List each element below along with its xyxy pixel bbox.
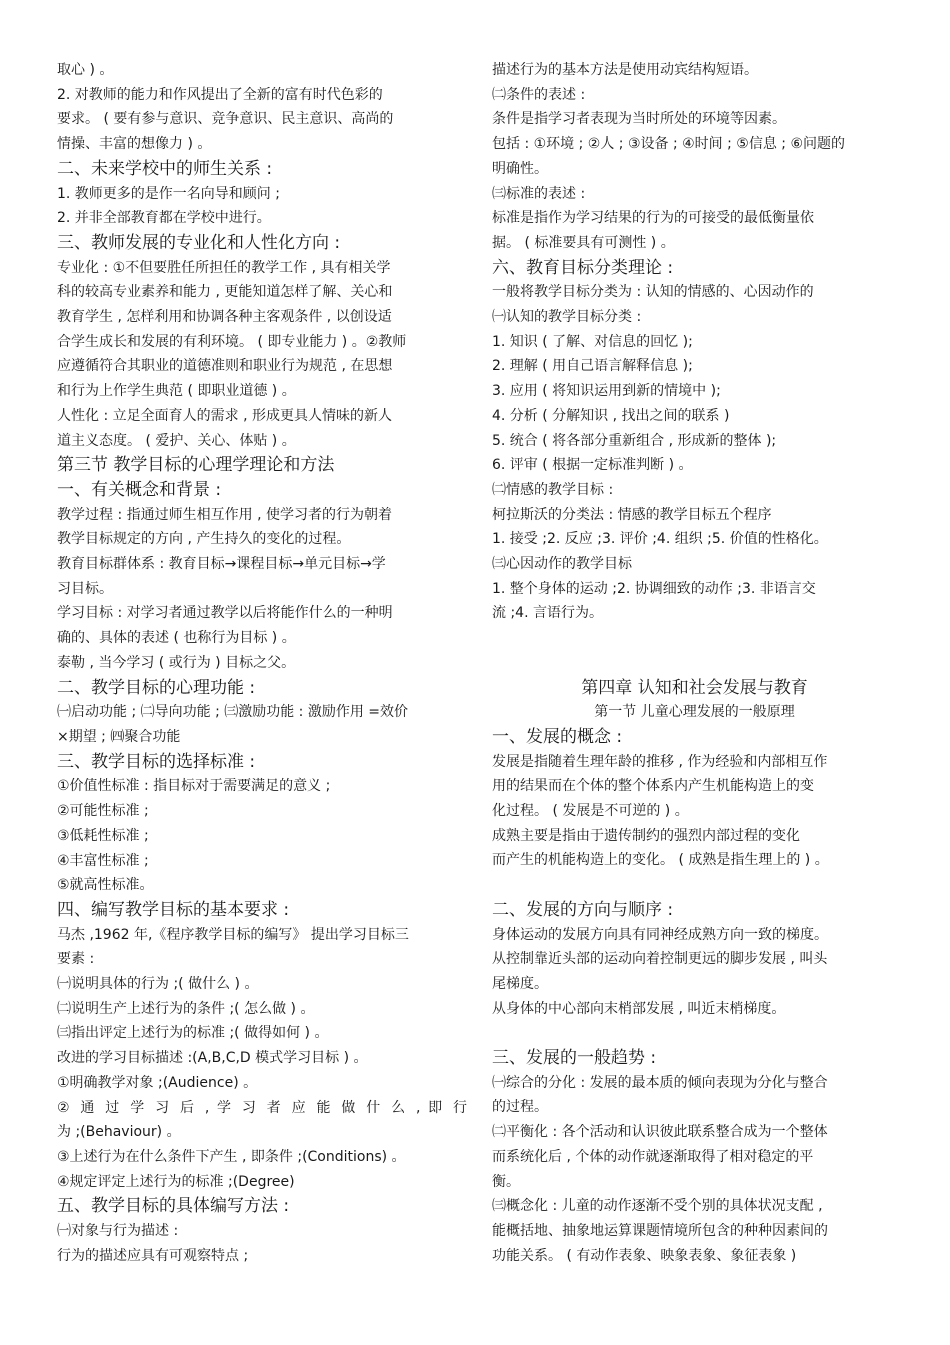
blank-line — [492, 626, 897, 651]
text-line: 包括 : ①环境 ; ②人 ; ③设备 ; ④时间 ; ⑤信息 ; ⑥问题的 — [492, 136, 846, 153]
text-line: 一般将教学目标分类为 : 认知的情感的、心因动作的 — [492, 284, 814, 301]
text-line: 尾梯度。 — [492, 975, 548, 992]
text-line: 教学过程 : 指通过师生相互作用 , 使学习者的行为朝着 — [57, 506, 392, 523]
text-line: 科的较高专业素养和能力 , 更能知道怎样了解、关心和 — [57, 284, 393, 301]
text-line: 1. 知识 ( 了解、对信息的回忆 ); — [492, 333, 693, 350]
text-line: 为 ;(Behaviour) 。 — [57, 1124, 181, 1141]
text-line: 1. 接受 ;2. 反应 ;3. 评价 ;4. 组织 ;5. 价值的性格化。 — [492, 531, 828, 548]
text-line: 柯拉斯沃的分类法 : 情感的教学目标五个程序 — [492, 506, 772, 523]
text-line: 功能关系。 ( 有动作表象、映象表象、象征表象 ) — [492, 1247, 797, 1264]
text-line: 专业化 : ①不但要胜任所担任的教学工作 , 具有相关学 — [57, 259, 391, 276]
text-line: ③上述行为在什么条件下产生 , 即条件 ;(Conditions) 。 — [57, 1148, 406, 1165]
text-line: 应遵循符合其职业的道德准则和职业行为规范 , 在思想 — [57, 358, 393, 375]
text-line: 从控制靠近头部的运动向着控制更远的脚步发展 , 叫头 — [492, 951, 828, 968]
text-line: 身体运动的发展方向具有同神经成熟方向一致的梯度。 — [492, 926, 828, 943]
section-heading: 二、教学目标的心理功能 : — [57, 677, 256, 698]
section-heading: 三、教师发展的专业化和人性化方向 : — [57, 232, 341, 253]
text-line: ②可能性标准 ; — [57, 803, 149, 820]
blank-line — [492, 873, 897, 898]
text-line: 要求。 ( 要有参与意识、竞争意识、民主意识、高尚的 — [57, 111, 394, 128]
text-line: 4. 分析 ( 分解知识 , 找出之间的联系 ) — [492, 407, 730, 424]
text-line: 发展是指随着生理年龄的推移 , 作为经验和内部相互作 — [492, 753, 828, 770]
text-line: 从身体的中心部向末梢部发展 , 叫近末梢梯度。 — [492, 1000, 786, 1017]
text-line: 用的结果而在个体的整个体系内产生机能构造上的变 — [492, 778, 814, 795]
blank-line — [492, 651, 897, 676]
text-line: ㈢心因动作的教学目标 — [492, 556, 632, 573]
text-line: 描述行为的基本方法是使用动宾结构短语。 — [492, 62, 758, 78]
section-heading: 第三节 教学目标的心理学理论和方法 — [57, 455, 335, 476]
text-line: ㈡条件的表述 : — [492, 86, 586, 103]
section-heading: 六、教育目标分类理论 : — [492, 257, 674, 278]
text-line: 流 ;4. 言语行为。 — [492, 605, 603, 622]
section-heading: 二、未来学校中的师生关系 : — [57, 158, 273, 179]
text-line: 习目标。 — [57, 580, 113, 597]
right-column — [492, 58, 897, 1268]
section-heading: 二、发展的方向与顺序 : — [492, 899, 674, 920]
text-line: 衡。 — [492, 1173, 520, 1190]
text-line: ㈠说明具体的行为 ;( 做什么 ) 。 — [57, 976, 259, 993]
text-line: 取心 ) 。 — [57, 62, 114, 78]
text-line: ①明确教学对象 ;(Audience) 。 — [57, 1074, 258, 1091]
section-heading: 一、发展的概念 : — [492, 726, 623, 747]
text-line: 化过程。 ( 发展是不可逆的 ) 。 — [492, 803, 689, 820]
text-line: 泰勒 , 当今学习 ( 或行为 ) 目标之父。 — [57, 654, 296, 671]
text-line: ×期望 ; ㈣聚合功能 — [57, 728, 181, 745]
text-line: 人性化 : 立足全面育人的需求 , 形成更具人情味的新人 — [57, 407, 392, 424]
text-line: 1. 教师更多的是作一名向导和顾问 ; — [57, 185, 280, 202]
text-line: 合学生成长和发展的有利环境。 ( 即专业能力 ) 。②教师 — [57, 333, 407, 350]
section-heading: 三、发展的一般趋势 : — [492, 1048, 657, 1069]
text-line: ③低耗性标准 ; — [57, 827, 149, 844]
text-line: 要素 : — [57, 951, 95, 968]
text-line: 而系统化后 , 个体的动作就逐渐取得了相对稳定的平 — [492, 1148, 814, 1165]
text-line: 据。 ( 标准要具有可测性 ) 。 — [492, 234, 675, 251]
text-line: ㈢概念化 : 儿童的动作逐渐不受个别的具体状况支配 , — [492, 1198, 823, 1215]
section-heading: 第四章 认知和社会发展与教育 — [581, 677, 808, 698]
text-line: ㈠综合的分化 : 发展的最本质的倾向表现为分化与整合 — [492, 1074, 828, 1091]
text-line: ② 通 过 学 习 后 , 学 习 者 应 能 做 什 么 , 即 行 — [57, 1099, 467, 1116]
text-line: ⑤就高性标准。 — [57, 877, 154, 894]
text-line: ①价值性标准 : 指目标对于需要满足的意义 ; — [57, 778, 331, 795]
text-line: 5. 统合 ( 将各部分重新组合 , 形成新的整体 ); — [492, 432, 777, 449]
text-line: 教育学生 , 怎样利用和协调各种主客观条件 , 以创设适 — [57, 309, 392, 326]
text-line: ④规定评定上述行为的标准 ;(Degree) — [57, 1173, 295, 1190]
text-line: 学习目标 : 对学习者通过教学以后将能作什么的一种明 — [57, 605, 393, 622]
text-line: 能概括地、抽象地运算课题情境所包含的种种因素间的 — [492, 1222, 828, 1239]
text-line: 2. 理解 ( 用自己语言解释信息 ); — [492, 358, 693, 375]
text-line: 道主义态度。 ( 爱护、关心、体贴 ) 。 — [57, 432, 296, 449]
section-heading: 三、教学目标的选择标准 : — [57, 751, 256, 772]
text-line: 第一节 儿童心理发展的一般原理 — [594, 704, 795, 721]
text-line: ㈢指出评定上述行为的标准 ;( 做得如何 ) 。 — [57, 1025, 329, 1042]
text-line: 情操、丰富的想像力 ) 。 — [57, 136, 212, 153]
text-line: 和行为上作学生典范 ( 即职业道德 ) 。 — [57, 383, 296, 400]
text-line: 2. 并非全部教育都在学校中进行。 — [57, 210, 271, 227]
text-line: 行为的描述应具有可观察特点 ; — [57, 1247, 249, 1264]
text-line: ㈡说明生产上述行为的条件 ;( 怎么做 ) 。 — [57, 1000, 315, 1017]
text-line: 确的、具体的表述 ( 也称行为目标 ) 。 — [57, 630, 296, 647]
text-line: ㈡情感的教学目标 : — [492, 481, 614, 498]
text-line: 教育目标群体系 : 教育目标→课程目标→单元目标→学 — [57, 556, 386, 573]
text-line: ㈠对象与行为描述 : — [57, 1223, 179, 1240]
text-line: ④丰富性标准 ; — [57, 852, 149, 869]
text-line: 成熟主要是指由于遗传制约的强烈内部过程的变化 — [492, 827, 800, 844]
text-line: 1. 整个身体的运动 ;2. 协调细致的动作 ;3. 非语言交 — [492, 580, 816, 597]
text-line: 马杰 ,1962 年,《程序教学目标的编写》 提出学习目标三 — [57, 926, 409, 943]
text-line: 改进的学习目标描述 :(A,B,C,D 模式学习目标 ) 。 — [57, 1050, 368, 1067]
section-heading: 一、有关概念和背景 : — [57, 479, 222, 500]
blank-line — [492, 1021, 897, 1046]
text-line: ㈠启动功能 ; ㈡导向功能 ; ㈢激励功能 : 激励作用 =效价 — [57, 704, 409, 721]
section-heading: 五、教学目标的具体编写方法 : — [57, 1196, 290, 1217]
text-line: 3. 应用 ( 将知识运用到新的情境中 ); — [492, 383, 721, 400]
text-line: 6. 评审 ( 根据一定标准判断 ) 。 — [492, 457, 693, 474]
text-line: 明确性。 — [492, 160, 548, 177]
text-line: 而产生的机能构造上的变化。 ( 成熟是指生理上的 ) 。 — [492, 852, 829, 869]
left-column — [57, 58, 467, 1268]
text-line: ㈡平衡化 : 各个活动和认识彼此联系整合成为一个整体 — [492, 1124, 828, 1141]
section-heading: 四、编写教学目标的基本要求 : — [57, 899, 290, 920]
text-line: 2. 对教师的能力和作风提出了全新的富有时代色彩的 — [57, 86, 383, 103]
text-line: 教学目标规定的方向 , 产生持久的变化的过程。 — [57, 531, 351, 548]
text-line: ㈠认知的教学目标分类 : — [492, 309, 642, 326]
text-line: 的过程。 — [492, 1099, 548, 1116]
text-line: 标准是指作为学习结果的行为的可接受的最低衡量依 — [492, 210, 814, 227]
text-line: ㈢标准的表述 : — [492, 185, 586, 202]
text-line: 条件是指学习者表现为当时所处的环境等因素。 — [492, 111, 786, 128]
